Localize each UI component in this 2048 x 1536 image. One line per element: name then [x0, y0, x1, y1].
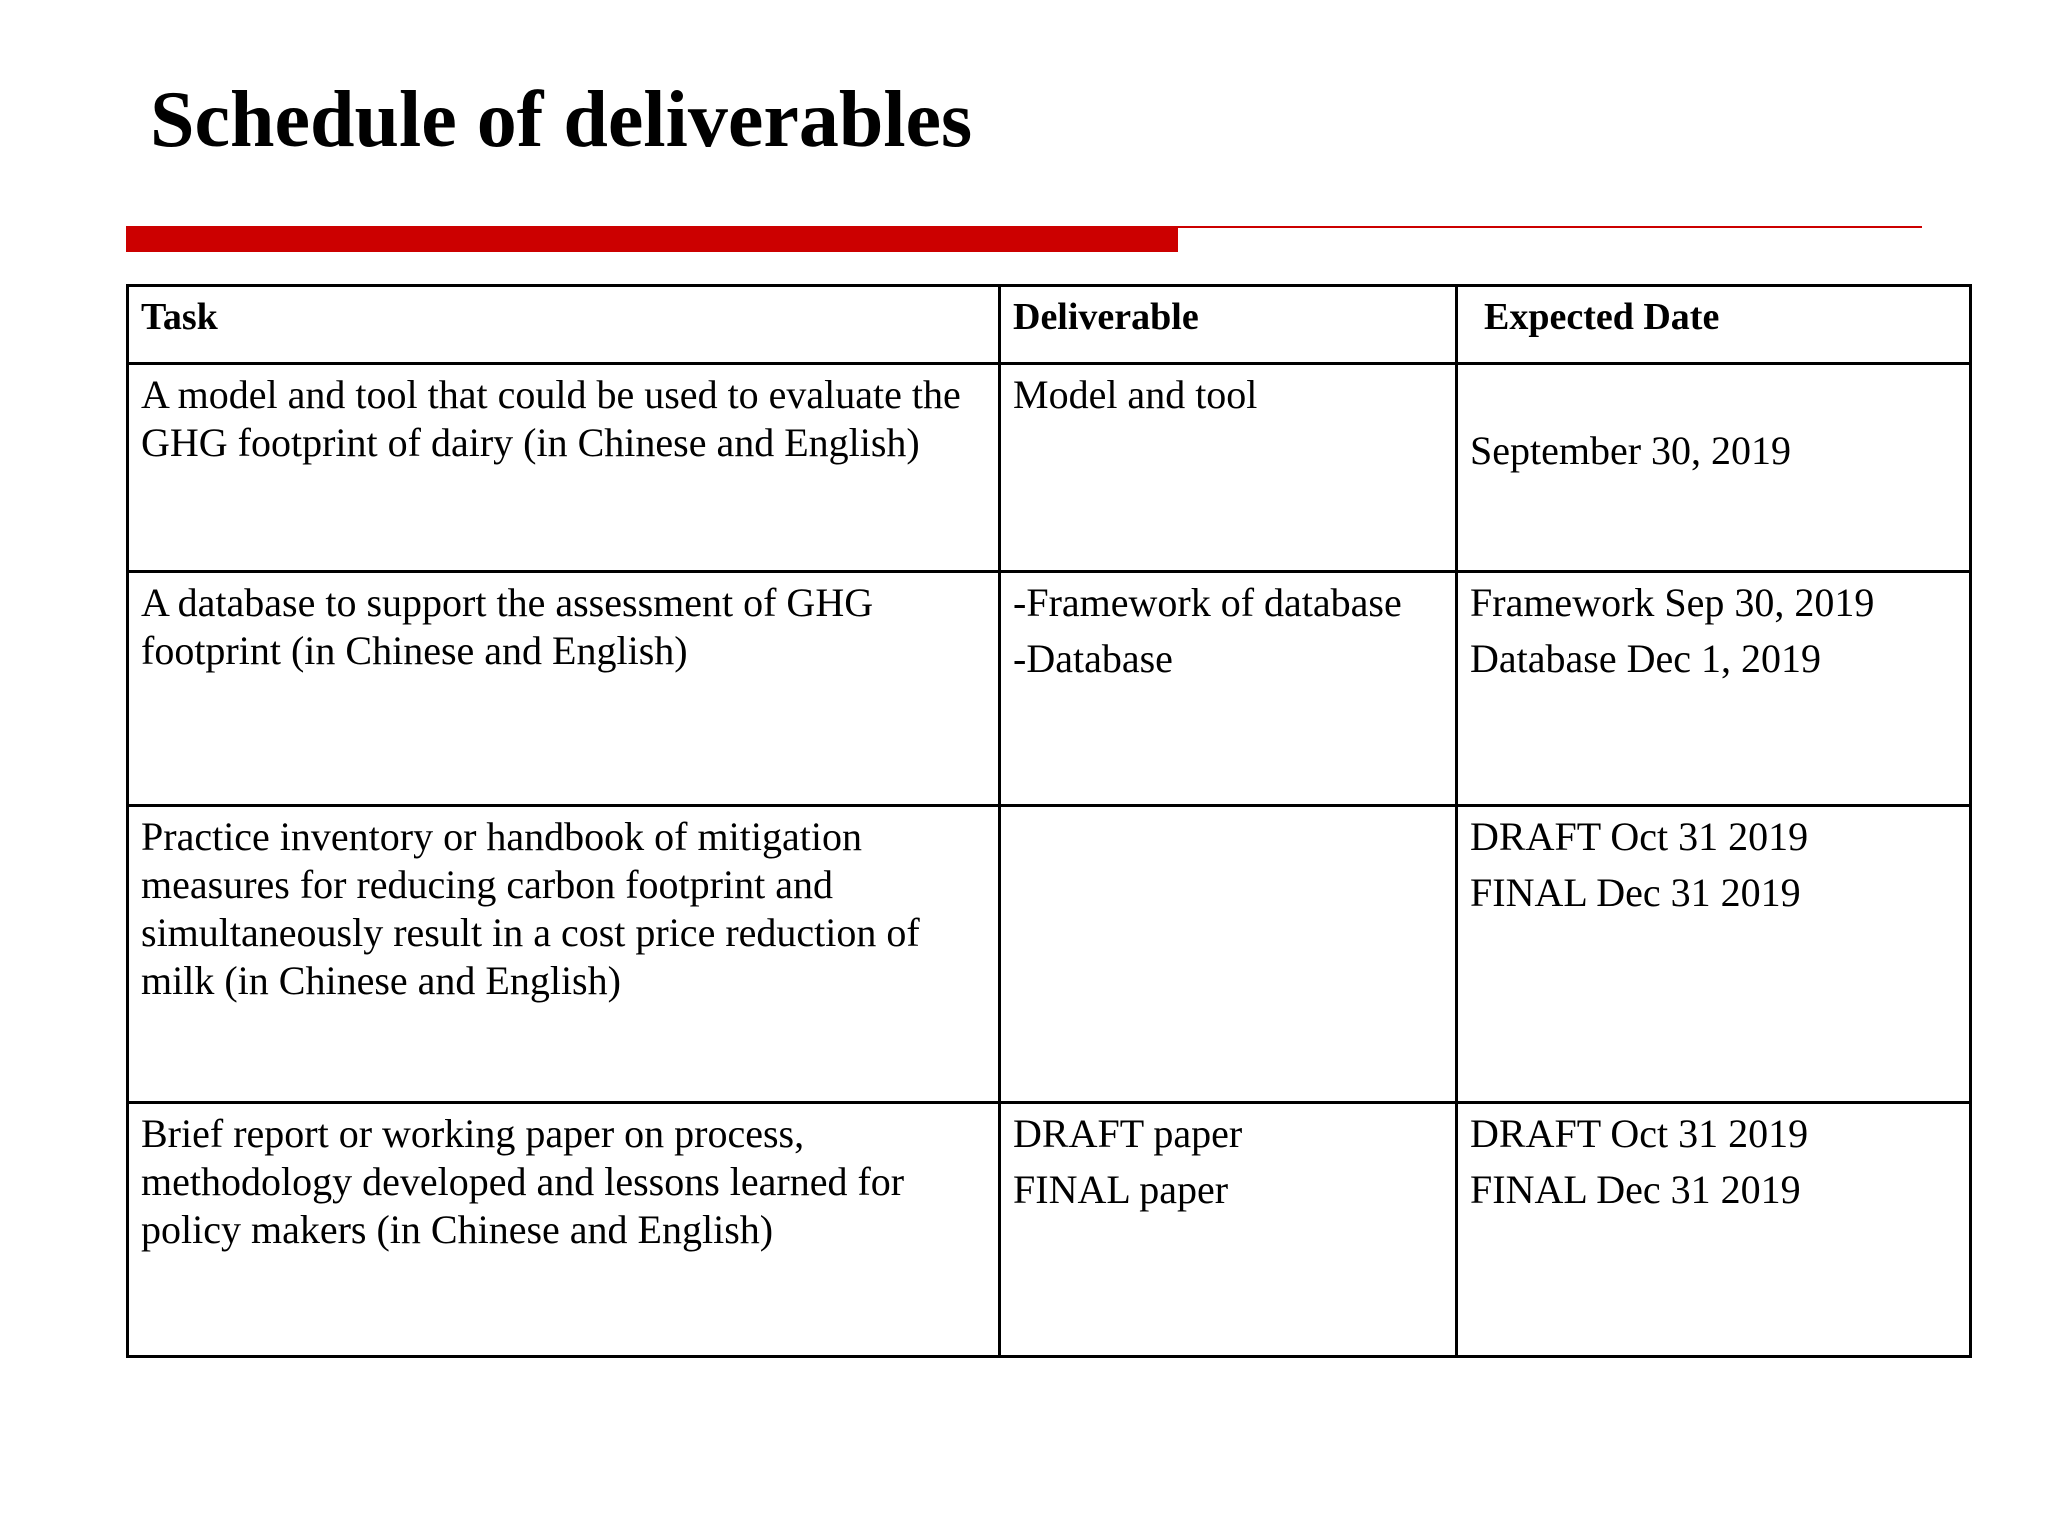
- title-underline-thick: [126, 226, 1178, 252]
- header-deliverable: Deliverable: [1000, 286, 1457, 364]
- task-cell: A model and tool that could be used to evaluate the GHG footprint of dairy (in Chinese and English): [128, 364, 1000, 572]
- task-cell: A database to support the assessment of GHG footprint (in Chinese and English): [128, 572, 1000, 806]
- date-cell: [1457, 364, 1971, 572]
- header-task: Task: [128, 286, 1000, 364]
- table-header-row: [128, 286, 1971, 364]
- header-expected-date: Expected Date: [1457, 286, 1971, 364]
- deliverable-cell: [1000, 1103, 1457, 1357]
- deliverable-cell: [1000, 364, 1457, 572]
- date-item: FINAL Dec 31 2019: [1470, 870, 1801, 915]
- date-cell: [1457, 572, 1971, 806]
- date-item: Database Dec 1, 2019: [1470, 636, 1821, 681]
- deliverable-item: Model and tool: [1013, 372, 1258, 417]
- table-row: [128, 806, 1971, 1103]
- date-item: DRAFT Oct 31 2019: [1470, 1111, 1809, 1156]
- task-cell: Brief report or working paper on process, methodology developed and lessons learned for policy makers (in Chinese and English): [128, 1103, 1000, 1357]
- date-item: September 30, 2019: [1470, 428, 1792, 473]
- deliverable-item: -Database: [1013, 636, 1173, 681]
- deliverable-cell: [1000, 572, 1457, 806]
- table-row: [128, 1103, 1971, 1357]
- deliverable-item: FINAL paper: [1013, 1167, 1229, 1212]
- date-cell: [1457, 806, 1971, 1103]
- table-row: [128, 572, 1971, 806]
- title-underline-thin: [1178, 226, 1922, 228]
- task-cell: Practice inventory or handbook of mitigation measures for reducing carbon footprint and simultaneously result in a cost price reduction of milk (in Chinese and English): [128, 806, 1000, 1103]
- deliverables-table: [126, 284, 1972, 1358]
- date-cell: [1457, 1103, 1971, 1357]
- date-item: Framework Sep 30, 2019: [1470, 580, 1875, 625]
- date-item: DRAFT Oct 31 2019: [1470, 814, 1809, 859]
- table-row: [128, 364, 1971, 572]
- deliverable-cell: [1000, 806, 1457, 1103]
- date-item: FINAL Dec 31 2019: [1470, 1167, 1801, 1212]
- page-title: Schedule of deliverables: [150, 76, 973, 164]
- deliverable-item: -Framework of database: [1013, 580, 1402, 625]
- deliverable-item: DRAFT paper: [1013, 1111, 1243, 1156]
